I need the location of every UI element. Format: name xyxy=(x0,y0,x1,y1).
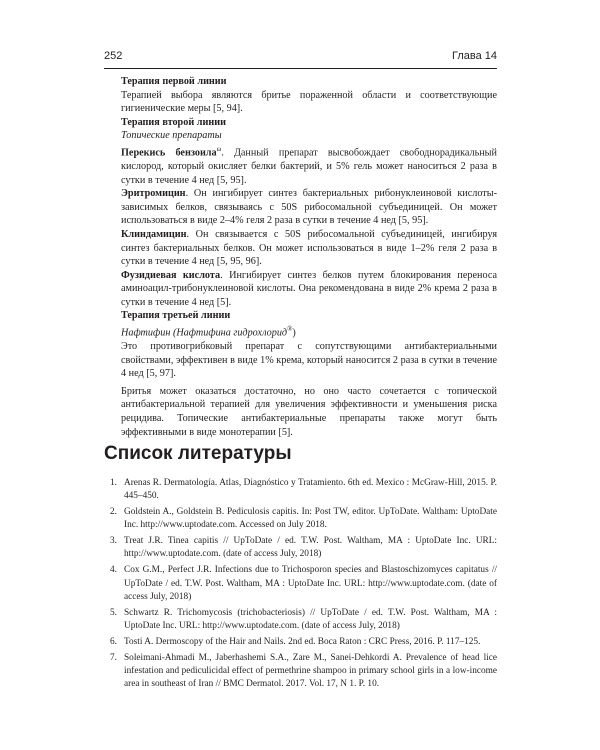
first-line-paragraph: Терапией выбора являются бритье пораженной области и соответствующие гигиенические меры [5, 94]. xyxy=(121,89,497,115)
benzoyl-mark: ω xyxy=(216,144,222,153)
reference-text: Treat J.R. Tinea capitis // UpToDate / ed. T.W. Post. Waltham, MA : UptoDate Inc. URL: http://www.uptodate.com. (date of access July, 2018) xyxy=(124,536,497,560)
benzoyl-paragraph xyxy=(121,143,497,187)
erythromycin-paragraph xyxy=(121,187,497,228)
benzoyl-text: . Данный препарат высвобождает свободнорадикальный кислород, который окисляет белки бактерий, и 5% гель может наноситься 2 раза в сутки в течение 4 нед [5, 95]. xyxy=(121,147,497,186)
header-divider xyxy=(104,68,497,69)
reference-item xyxy=(104,535,497,562)
first-line-heading: Терапия первой линии xyxy=(121,76,227,87)
reference-item xyxy=(104,652,497,692)
naftifine-paragraph: Это противогрибковый препарат с сопутствующими антибактериальными свойствами, эффективен в виде 1% крема, который наносится 2 раза в сутки в течение 4 нед [5, 97]. xyxy=(121,341,497,380)
benzoyl-term: Перекись бензоила xyxy=(121,147,217,159)
main-text xyxy=(121,75,497,439)
reference-number: 5. xyxy=(110,607,117,618)
clindamycin-paragraph xyxy=(121,228,497,269)
naftifine-mark: ® xyxy=(287,325,293,334)
reference-number: 2. xyxy=(110,507,117,518)
references-list xyxy=(104,477,497,694)
erythromycin-term: Эритромицин xyxy=(121,188,186,200)
reference-text: Soleimani-Ahmadi M., Jaberhashemi S.A., Zare M., Sanei-Dehkordi A. Prevalence of head lice infestation and pediculicidal effect of permethrine shampoo in primary school girls in a low-income area in southeast of Iran // BMC Dermatol. 2017. Vol. 17, N 1. P. 10. xyxy=(124,652,497,690)
reference-text: Cox G.M., Perfect J.R. Infections due to Trichosporon species and Blastoschizomyces capitatus // UpToDate / ed. T.W. Post. Waltham, MA : UptoDate Inc. URL: http://www.uptodate.com. (date of access July, 2018) xyxy=(124,565,497,602)
fusidic-text: . Ингибирует синтез белков путем блокирования переноса аминоацил-трибонуклеиновой кислоты. Она рекомендована в виде 2% крема 2 раза в сутки в течение 4 нед [5]. xyxy=(121,269,497,308)
erythromycin-text: . Он ингибирует синтез бактериальных рибонуклеиновой кислоты-зависимых белков, связываясь с 50S рибосомальной субъединицей. Он может использоваться в виде 2–4% геля 2 раза в сутки в течение 4 нед [5, 95]. xyxy=(121,188,497,227)
page-number: 252 xyxy=(104,50,123,62)
chapter-label: Глава 14 xyxy=(451,50,497,62)
naftifine-close: ) xyxy=(292,327,296,339)
closing-paragraph: Бритья может оказаться достаточно, но оно часто сочетается с топической антибактериальной терапией для увеличения эффективности и уменьшения риска рецидива. Топические антибактериальные препараты также могут быть эффективными в виде монотерапии [5]. xyxy=(121,385,497,438)
reference-number: 4. xyxy=(110,565,117,576)
naftifine-subheading xyxy=(121,323,497,340)
references-title: Список литературы xyxy=(104,443,292,464)
third-line-heading: Терапия третьей линии xyxy=(121,310,231,322)
reference-item xyxy=(104,636,497,649)
reference-number: 3. xyxy=(110,536,117,547)
naftifine-paren: (Нафтифина гидрохлорид xyxy=(170,327,288,339)
reference-item xyxy=(104,477,497,504)
clindamycin-text: . Он связывается с 50S рибосомальной субъединицей, ингибируя синтез бактериальных белков. Он может использоваться в виде 1–2% геля 2 раза в сутки в течение 4 нед [5, 95, 96]. xyxy=(121,228,497,268)
reference-text: Goldstein A., Goldstein B. Pediculosis capitis. In: Post TW, editor. UpToDate. Waltham: UptoDate Inc. http://www.uptodate.com. Accessed on July 2018. xyxy=(124,507,497,531)
clindamycin-term: Клиндамицин xyxy=(121,228,187,240)
reference-number: 7. xyxy=(110,652,117,663)
reference-item xyxy=(104,564,497,604)
page-header xyxy=(104,50,497,64)
second-line-heading: Терапия второй линии xyxy=(121,116,226,128)
naftifine-term: Нафтифин xyxy=(121,327,171,339)
reference-text: Schwartz R. Trichomycosis (trichobacteriosis) // UpToDate / ed. T.W. Post. Waltham, MA : UptoDate Inc. URL: http://www.uptodate.com. (date of access July, 2018) xyxy=(124,607,497,631)
topical-subheading: Топические препараты xyxy=(121,130,222,142)
reference-item xyxy=(104,607,497,634)
fusidic-paragraph xyxy=(121,269,497,310)
reference-number: 6. xyxy=(110,636,117,647)
reference-text: Tosti A. Dermoscopy of the Hair and Nails. 2nd ed. Boca Raton : CRC Press, 2016. P. 117–125. xyxy=(124,636,481,647)
reference-number: 1. xyxy=(110,478,117,488)
reference-item xyxy=(104,506,497,533)
fusidic-term: Фузидиевая кислота xyxy=(121,269,221,281)
reference-text: Arenas R. Dermatología. Atlas, Diagnóstico y Tratamiento. 6th ed. Mexico : McGraw-Hill, 2015. P. 445–450. xyxy=(124,478,497,502)
